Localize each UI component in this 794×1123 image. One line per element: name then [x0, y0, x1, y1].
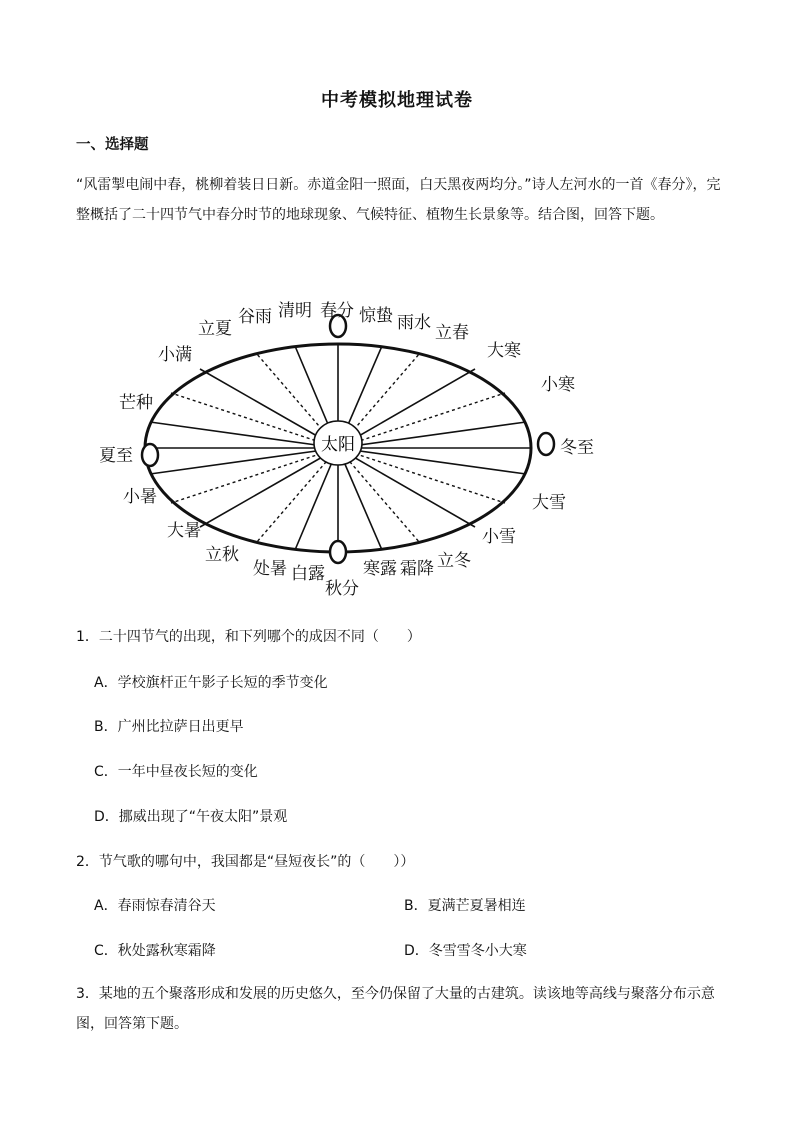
term-lichun: 立春 — [435, 323, 469, 343]
solar-terms-diagram — [100, 298, 620, 608]
term-qiufen: 秋分 — [325, 579, 359, 599]
term-daxue: 大雪 — [532, 493, 566, 513]
term-dongzhi: 冬至 — [560, 438, 594, 458]
term-guyu: 谷雨 — [238, 307, 272, 327]
term-xiaoman: 小满 — [158, 345, 192, 365]
earth-marker-summer-solstice — [142, 444, 158, 466]
term-lidong: 立冬 — [437, 551, 471, 571]
term-liqiu: 立秋 — [205, 545, 239, 565]
term-xiaoxue: 小雪 — [482, 527, 516, 547]
term-hanlu: 寒露 — [363, 559, 397, 579]
earth-marker-winter-solstice — [538, 433, 554, 455]
term-jingzhe: 惊蛰 — [359, 306, 393, 326]
question-1-option-a: A．学校旗杆正午影子长短的季节变化 — [94, 675, 328, 691]
term-chushu: 处暑 — [253, 559, 287, 579]
term-chunfen: 春分 — [320, 301, 354, 321]
term-lixia: 立夏 — [198, 319, 232, 339]
term-xiaohan: 小寒 — [541, 375, 575, 395]
term-mangzhong: 芒种 — [119, 393, 153, 413]
question-2-option-a: A．春雨惊春清谷天 — [94, 898, 216, 914]
term-xiazhi: 夏至 — [100, 446, 133, 466]
sun-label: 太阳 — [321, 435, 355, 455]
term-bailu: 白露 — [291, 564, 325, 584]
question-2-option-d: D．冬雪雪冬小大寒 — [404, 943, 527, 959]
earth-marker-autumn-equinox — [330, 541, 346, 563]
intro-paragraph: “风雷掣电闹中春，桃柳着装日日新。赤道金阳一照面，白天黑夜两均分。”诗人左河水的一首《春分》，完整概括了二十四节气中春分时节的地球现象、气候特征、植物生长景象等。结合图，回答下题。 — [76, 177, 721, 223]
question-2-option-c: C．秋处露秋寒霜降 — [94, 943, 216, 959]
page-title: 中考模拟地理试卷 — [321, 90, 473, 111]
term-shuangjiang: 霜降 — [400, 559, 434, 579]
question-3-stem: 3．某地的五个聚落形成和发展的历史悠久，至今仍保留了大量的古建筑。读该地等高线与聚落分布示意图，回答第下题。 — [76, 986, 715, 1032]
question-1-option-c: C．一年中昼夜长短的变化 — [94, 764, 258, 780]
term-qingming: 清明 — [278, 301, 312, 321]
question-1-option-b: B．广州比拉萨日出更早 — [94, 719, 244, 735]
question-1-stem: 1．二十四节气的出现，和下列哪个的成因不同（ ） — [76, 629, 421, 645]
term-yushui: 雨水 — [397, 313, 431, 333]
question-1-option-d: D．挪威出现了“午夜太阳”景观 — [94, 809, 288, 825]
section-heading: 一、选择题 — [76, 137, 149, 153]
term-dashu: 大暑 — [167, 521, 201, 541]
term-dahan: 大寒 — [487, 341, 521, 361]
term-xiaoshu: 小暑 — [123, 487, 157, 507]
solar-terms-svg — [100, 298, 620, 608]
question-2-stem: 2．节气歌的哪句中，我国都是“昼短夜长”的（ ）） — [76, 854, 415, 870]
question-2-option-b: B．夏满芒夏暑相连 — [404, 898, 526, 914]
